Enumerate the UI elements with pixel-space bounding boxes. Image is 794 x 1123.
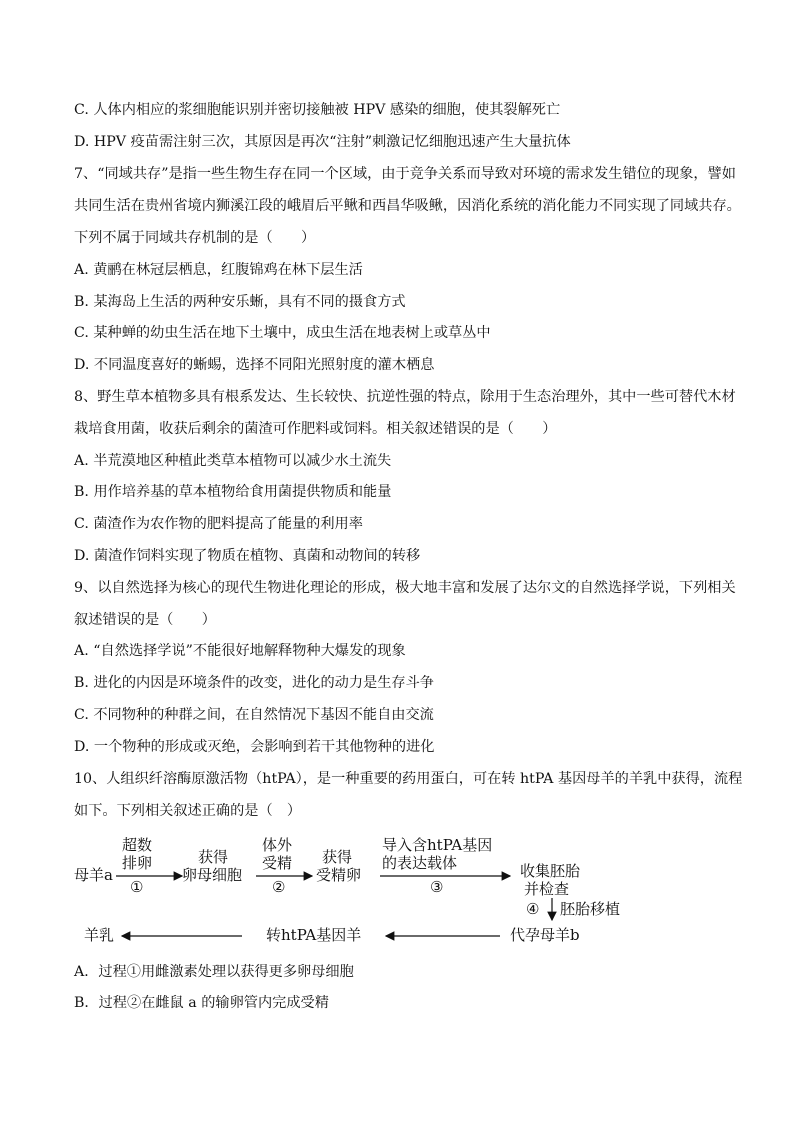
option-8a: A. 半荒漠地区种植此类草本植物可以减少水土流失: [74, 453, 392, 469]
question-8-line1: 8、野生草本植物多具有根系发达、生长较快、抗逆性强的特点，除用于生态治理外，其中一些可替代木材: [74, 389, 736, 405]
option-7d: D. 不同温度喜好的蜥蜴，选择不同阳光照射度的灌木栖息: [74, 357, 435, 373]
step4-number: ④: [526, 900, 540, 918]
option-8d: D. 菌渣作饲料实现了物质在植物、真菌和动物间的转移: [74, 548, 421, 564]
question-8-line2: 栽培食用菌，收获后剩余的菌渣可作肥料或饲料。相关叙述错误的是（ ）: [74, 421, 557, 437]
option-8b: B. 用作培养基的草本植物给食用菌提供物质和能量: [74, 484, 392, 500]
option-9a: A. “自然选择学说”不能很好地解释物种大爆发的现象: [74, 643, 406, 659]
option-7c: C. 某种蝉的幼虫生活在地下土壤中，成虫生活在地表树上或草丛中: [74, 325, 491, 341]
question-9-line1: 9、以自然选择为核心的现代生物进化理论的形成，极大地丰富和发展了达尔文的自然选择学说，下列相关: [74, 580, 736, 596]
step1-number: ①: [130, 878, 144, 896]
node-embryo-line2: 并检查: [524, 880, 570, 898]
step1-label-bottom: 排卵: [122, 854, 153, 872]
question-9-line2: 叙述错误的是（ ）: [74, 612, 216, 628]
step4-label: 胚胎移植: [560, 900, 621, 918]
node-zygote-line2: 受精卵: [316, 866, 362, 884]
question-7-line3: 下列不属于同域共存机制的是（ ）: [74, 230, 316, 246]
option-10a: A．过程①用雌激素处理以获得更多卵母细胞: [74, 964, 354, 980]
step2-label-bottom: 受精: [262, 854, 293, 872]
question-10-line1: 10、人组织纤溶酶原激活物（htPA），是一种重要的药用蛋白，可在转 htPA 基因母羊的羊乳中获得，流程: [74, 771, 743, 787]
node-sheep-milk: 羊乳: [84, 926, 115, 944]
step3-label-top: 导入含htPA基因: [382, 836, 493, 854]
option-8c: C. 菌渣作为农作物的肥料提高了能量的利用率: [74, 516, 363, 532]
option-9d: D. 一个物种的形成或灭绝，会影响到若干其他物种的进化: [74, 739, 435, 755]
option-7a: A. 黄鹂在林冠层栖息，红腹锦鸡在林下层生活: [74, 262, 363, 278]
node-oocyte-line1: 获得: [198, 848, 229, 866]
question-10-line2: 如下。下列相关叙述正确的是（ ）: [74, 803, 302, 819]
option-9c: C. 不同物种的种群之间，在自然情况下基因不能自由交流: [74, 707, 434, 723]
question-7-line1: 7、“同域共存”是指一些生物生存在同一个区域，由于竞争关系而导致对环境的需求发生错位的现象，譬如: [74, 166, 736, 182]
node-transgenic-sheep: 转htPA基因羊: [266, 926, 362, 944]
node-surrogate-ewe: 代孕母羊b: [510, 926, 580, 944]
step3-number: ③: [430, 878, 444, 896]
option-10b: B．过程②在雌鼠 a 的输卵管内完成受精: [74, 995, 329, 1011]
node-oocyte-line2: 卵母细胞: [182, 866, 243, 884]
node-embryo-line1: 收集胚胎: [520, 862, 581, 880]
node-source-ewe: 母羊a: [74, 866, 113, 884]
question-7-line2: 共同生活在贵州省境内狮溪江段的峨眉后平鳅和西昌华吸鳅，因消化系统的消化能力不同实现了同域共存。: [74, 198, 741, 214]
option-6d: D. HPV 疫苗需注射三次，其原因是再次“注射”刺激记忆细胞迅速产生大量抗体: [74, 134, 571, 150]
option-6c: C. 人体内相应的浆细胞能识别并密切接触被 HPV 感染的细胞，使其裂解死亡: [74, 102, 561, 118]
step2-label-top: 体外: [262, 836, 293, 854]
step2-number: ②: [272, 878, 286, 896]
htpa-flowchart: [70, 830, 710, 950]
step1-label-top: 超数: [122, 836, 153, 854]
option-7b: B. 某海岛上生活的两种安乐蜥，具有不同的摄食方式: [74, 294, 406, 310]
node-zygote-line1: 获得: [322, 848, 353, 866]
step3-label-bottom: 的表达载体: [382, 854, 458, 872]
option-9b: B. 进化的内因是环境条件的改变，进化的动力是生存斗争: [74, 675, 434, 691]
